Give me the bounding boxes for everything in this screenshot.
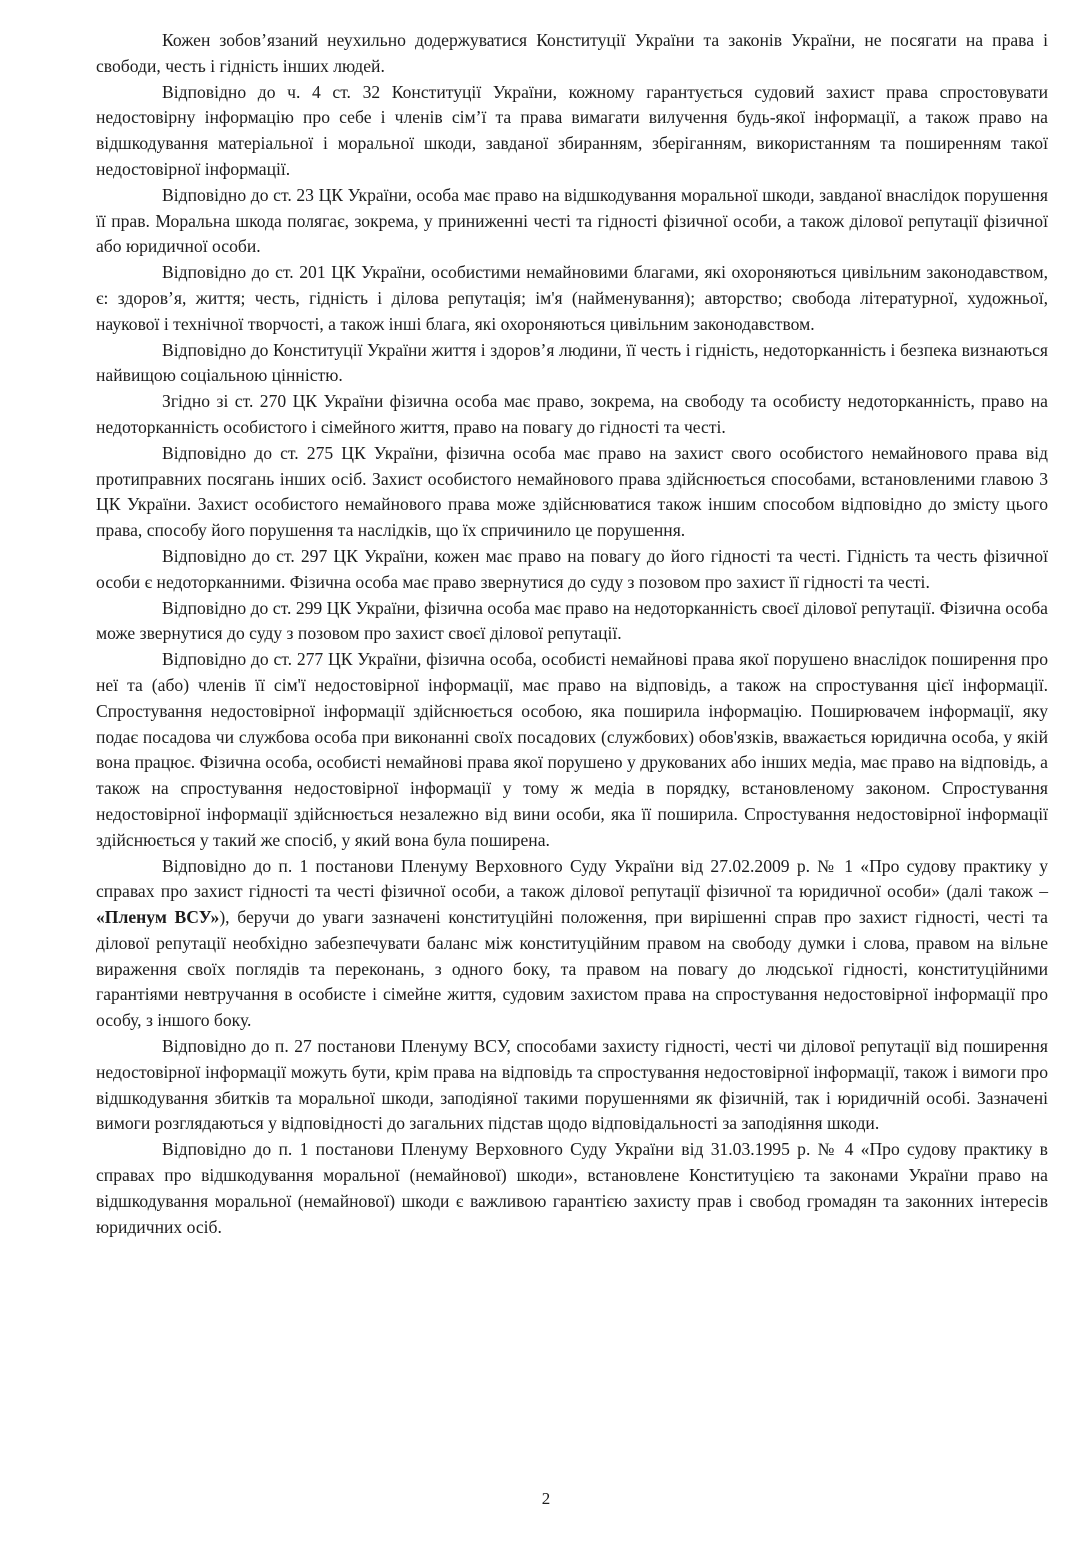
paragraph-12: Відповідно до п. 27 постанови Пленуму ВСУ, способами захисту гідності, честі чи ділової репутації від поширення недостовірної інформації можуть бути, крім права на відповідь та спростування недостовірної інформації, також і вимоги про відшкодування збитків та моральної шкоди, заподіяної такими порушеннями як фізичній, так і юридичній особі. Зазначені вимоги розглядаються у відповідності до загальних підстав щодо відповідальності за заподіяння шкоди.	[96, 1036, 1048, 1134]
paragraph-4: Відповідно до ст. 201 ЦК України, особистими немайновими благами, які охороняються цивільним законодавством, є: здоров’я, життя; честь, гідність і ділова репутація; ім'я (найменування); авторство; свобода літературної, художньої, наукової і технічної творчості, а також інші блага, які охороняються цивільним законодавством.	[96, 262, 1048, 334]
paragraph-11	[96, 854, 1048, 1035]
paragraph-6: Згідно зі ст. 270 ЦК України фізична особа має право, зокрема, на свободу та особисту недоторканність, право на недоторканність особистого і сімейного життя, право на повагу до гідності та честі.	[96, 391, 1048, 437]
paragraph-5: Відповідно до Конституції України життя і здоров’я людини, її честь і гідність, недоторканність і безпека визнаються найвищою соціальною цінністю.	[96, 339, 1048, 386]
document-body	[96, 28, 1048, 1240]
paragraph-11-after: ), беручи до уваги зазначені конституційні положення, при вирішенні справ про захист гідності, честі та ділової репутації необхідно забезпечувати баланс між конституційним правом на свободу думки і слова, правом на вільне вираження своїх поглядів та переконань, з одного боку, та правом на повагу до людської гідності, конституційними гарантіями невтручання в особисте і сімейне життя, судовим захистом права на спростування недостовірної інформації про особу, з іншого боку.	[96, 907, 1048, 1031]
paragraph-13: Відповідно до п. 1 постанови Пленуму Верховного Суду України від 31.03.1995 р. № 4 «Про судову практику в справах про відшкодування моральної (немайнової) шкоди», встановлене Конституцією та законами України право на відшкодування моральної (немайнової) шкоди є важливою гарантією захисту прав і свобод громадян та законних інтересів юридичних осіб.	[96, 1139, 1048, 1237]
paragraph-7: Відповідно до ст. 275 ЦК України, фізична особа має право на захист свого особистого немайнового права від протиправних посягань інших осіб. Захист особистого немайнового права здійснюється способами, встановленими главою 3 ЦК України. Захист особистого немайнового права може здійснюватися також іншим способом відповідно до змісту цього права, способу його порушення та наслідків, що їх спричинило це порушення.	[96, 442, 1048, 541]
paragraph-10: Відповідно до ст. 277 ЦК України, фізична особа, особисті немайнові права якої порушено внаслідок поширення про неї та (або) членів її сім'ї недостовірної інформації, має право на відповідь, а також на спростування цієї інформації. Спростування недостовірної інформації здійснюється особою, яка поширила інформацію. Поширювачем інформації, яку подає посадова чи службова особа при виконанні своїх посадових (службових) обов'язків, вважається юридична особа, у якій вона працює. Фізична особа, особисті немайнові права якої порушено у друкованих або інших медіа, має право на відповідь, а також на спростування недостовірної інформації у тому ж медіа в порядку, встановленому законом. Спростування недостовірної інформації здійснюється незалежно від вини особи, яка її поширила. Спростування недостовірної інформації здійснюється у такий же спосіб, у який вона була поширена.	[96, 649, 1048, 850]
paragraph-11-before: Відповідно до п. 1 постанови Пленуму Верховного Суду України від 27.02.2009 р. № 1 «Про судову практику у справах про захист гідності та честі фізичної особи, а також ділової репутації фізичної та юридичної особи» (далі також –	[96, 855, 1048, 902]
paragraph-2: Відповідно до ч. 4 ст. 32 Конституції України, кожному гарантується судовий захист права спростовувати недостовірну інформацію про себе і членів сім’ї та права вимагати вилучення будь-якої інформації, а також право на відшкодування матеріальної і моральної шкоди, завданої збиранням, зберіганням, використанням та поширенням такої недостовірної інформації.	[96, 81, 1048, 179]
paragraph-8: Відповідно до ст. 297 ЦК України, кожен має право на повагу до його гідності та честі. Гідність та честь фізичної особи є недоторканними. Фізична особа має право звернутися до суду з позовом про захист її гідності та честі.	[96, 545, 1048, 592]
plenum-vsu-term: «Пленум ВСУ»	[96, 907, 220, 928]
paragraph-1: Кожен зобов’язаний неухильно додержуватися Конституції України та законів України, не посягати на права і свободи, честь і гідність інших людей.	[96, 30, 1048, 76]
page-number: 2	[541, 1489, 551, 1508]
paragraph-3: Відповідно до ст. 23 ЦК України, особа має право на відшкодування моральної шкоди, завданої внаслідок порушення її прав. Моральна шкода полягає, зокрема, у приниженні честі та гідності фізичної особи, а також ділової репутації фізичної або юридичної особи.	[96, 184, 1048, 257]
paragraph-9: Відповідно до ст. 299 ЦК України, фізична особа має право на недоторканність своєї ділової репутації. Фізична особа може звернутися до суду з позовом про захист своєї ділової репутації.	[96, 597, 1048, 644]
